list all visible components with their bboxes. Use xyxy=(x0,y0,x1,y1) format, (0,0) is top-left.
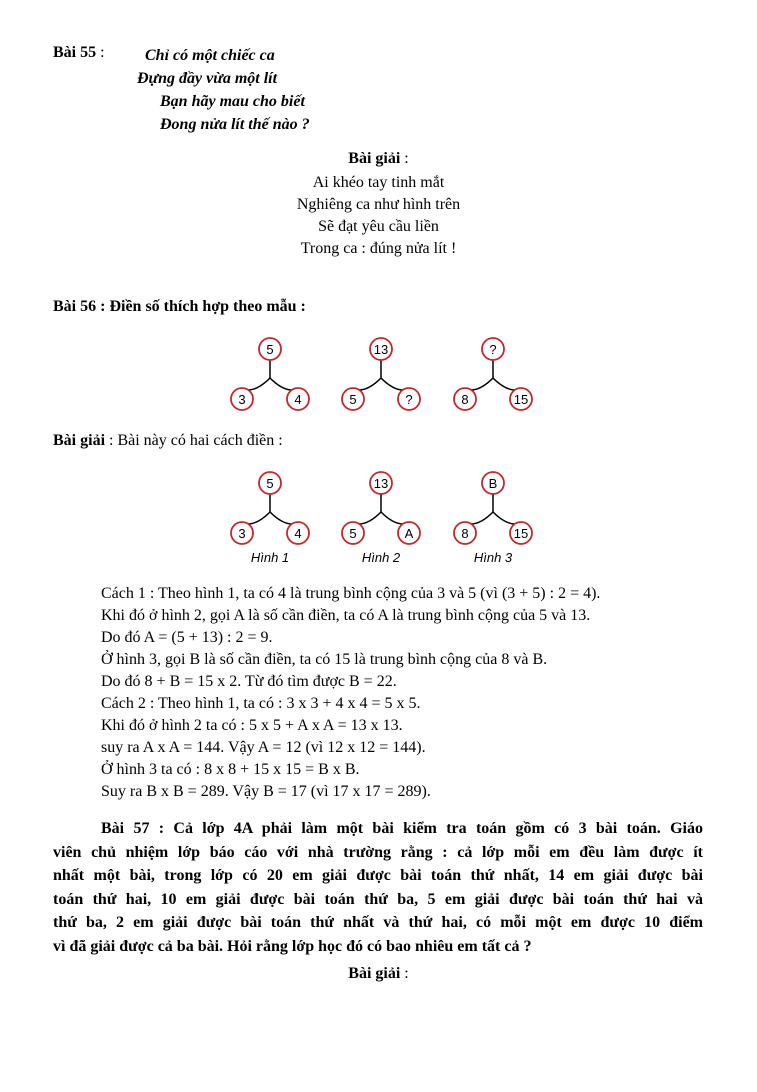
node-value: 5 xyxy=(266,342,274,357)
puzzle-figure-3 xyxy=(454,338,532,410)
bai55-label: Bài 55 : xyxy=(53,44,105,61)
node-value: 3 xyxy=(238,392,246,407)
explanation-line: Do đó A = (5 + 13) : 2 = 9. xyxy=(101,629,273,646)
node-value: ? xyxy=(405,392,413,407)
node-value: 8 xyxy=(461,526,469,541)
explanation-line: Cách 2 : Theo hình 1, ta có : 3 x 3 + 4 x 4 = 5 x 5. xyxy=(101,695,421,712)
solved-figures xyxy=(0,464,757,572)
problem-line: vì đã giải được cả ba bài. Hỏi rằng lớp học đó có bao nhiêu em tất cả ? xyxy=(53,937,532,955)
explanation-line: Khi đó ở hình 2 ta có : 5 x 5 + A x A = 13 x 13. xyxy=(101,717,403,734)
node-value: ? xyxy=(489,342,497,357)
bai55-solution-heading: Bài giải : xyxy=(348,150,409,167)
bai56-solution-heading: Bài giải : Bài này có hai cách điền : xyxy=(53,432,283,449)
figure-caption: Hình 1 xyxy=(250,550,290,565)
solved-figure-1 xyxy=(231,472,309,565)
problem-line: nhất một bài, trong lớp có 20 em giải được bài toán thứ nhất, 14 em giải được bài xyxy=(53,867,703,884)
explanation-line: Suy ra B x B = 289. Vậy B = 17 (vì 17 x 17 = 289). xyxy=(101,783,431,800)
node-value: 15 xyxy=(513,526,529,541)
node-value: 4 xyxy=(294,392,302,407)
bai55-poem-line-1: Chỉ có một chiếc ca xyxy=(145,47,275,64)
bai57-problem xyxy=(53,817,703,958)
node-value: B xyxy=(488,476,498,491)
puzzle-figures xyxy=(0,330,757,420)
explanation-line: Khi đó ở hình 2, gọi A là số cần điền, ta có A là trung bình cộng của 5 và 13. xyxy=(101,607,591,624)
problem-line: toán thứ hai, 10 em giải được bài toán thứ ba, 5 em giải được bài toán thứ hai và xyxy=(53,890,703,908)
node-value: 13 xyxy=(373,342,389,357)
explanation-line: Do đó 8 + B = 15 x 2. Từ đó tìm được B = 22. xyxy=(101,673,397,690)
node-value: 5 xyxy=(266,476,274,491)
bai57-solution-heading: Bài giải : xyxy=(348,965,409,982)
problem-line: viên chủ nhiệm lớp báo cáo với nhà trường rằng : cả lớp mỗi em đều làm được ít xyxy=(53,843,703,861)
node-value: 15 xyxy=(513,392,529,407)
bai55-poem-line-4: Đong nửa lít thế nào ? xyxy=(160,116,310,133)
node-value: 4 xyxy=(294,526,302,541)
node-value: 8 xyxy=(461,392,469,407)
explanation-line: Cách 1 : Theo hình 1, ta có 4 là trung bình cộng của 3 và 5 (vì (3 + 5) : 2 = 4). xyxy=(101,585,601,602)
problem-line: Bài 57 : Cả lớp 4A phải làm một bài kiểm tra toán gồm có 3 bài toán. Giáo xyxy=(101,820,703,837)
bai55-solution xyxy=(0,172,757,260)
bai55-solution-line: Trong ca : đúng nửa lít ! xyxy=(300,240,457,257)
bai55-poem-line-2: Đựng đầy vừa một lít xyxy=(137,70,278,87)
puzzle-figure-2 xyxy=(342,338,420,410)
node-value: 3 xyxy=(238,526,246,541)
explanation-line: suy ra A x A = 144. Vậy A = 12 (vì 12 x 12 = 144). xyxy=(101,739,426,756)
node-value: 5 xyxy=(349,392,357,407)
solved-figure-3 xyxy=(454,472,532,565)
puzzle-figure-1 xyxy=(231,338,309,410)
bai55-solution-line: Nghiêng ca như hình trên xyxy=(296,196,461,213)
node-value: 13 xyxy=(373,476,389,491)
bai56-explanation xyxy=(101,583,600,803)
bai56-title: Bài 56 : Điền số thích hợp theo mẫu : xyxy=(53,298,306,315)
explanation-line: Ở hình 3, gọi B là số cần điền, ta có 15 là trung bình cộng của 8 và B. xyxy=(101,651,548,668)
figure-caption: Hình 2 xyxy=(361,550,401,565)
problem-line: thứ ba, 2 em giải được bài toán thứ nhất và thứ hai, có mỗi một em được 10 điểm xyxy=(53,914,703,931)
bai55-solution-line: Sẽ đạt yêu cầu liền xyxy=(318,218,439,235)
figure-caption: Hình 3 xyxy=(473,550,513,565)
bai55-solution-line: Ai khéo tay tinh mắt xyxy=(312,174,445,191)
solved-figure-2 xyxy=(342,472,420,565)
node-value: 5 xyxy=(349,526,357,541)
bai55-poem-line-3: Bạn hãy mau cho biết xyxy=(160,93,305,110)
explanation-line: Ở hình 3 ta có : 8 x 8 + 15 x 15 = B x B. xyxy=(101,761,360,778)
node-value: A xyxy=(404,526,414,541)
